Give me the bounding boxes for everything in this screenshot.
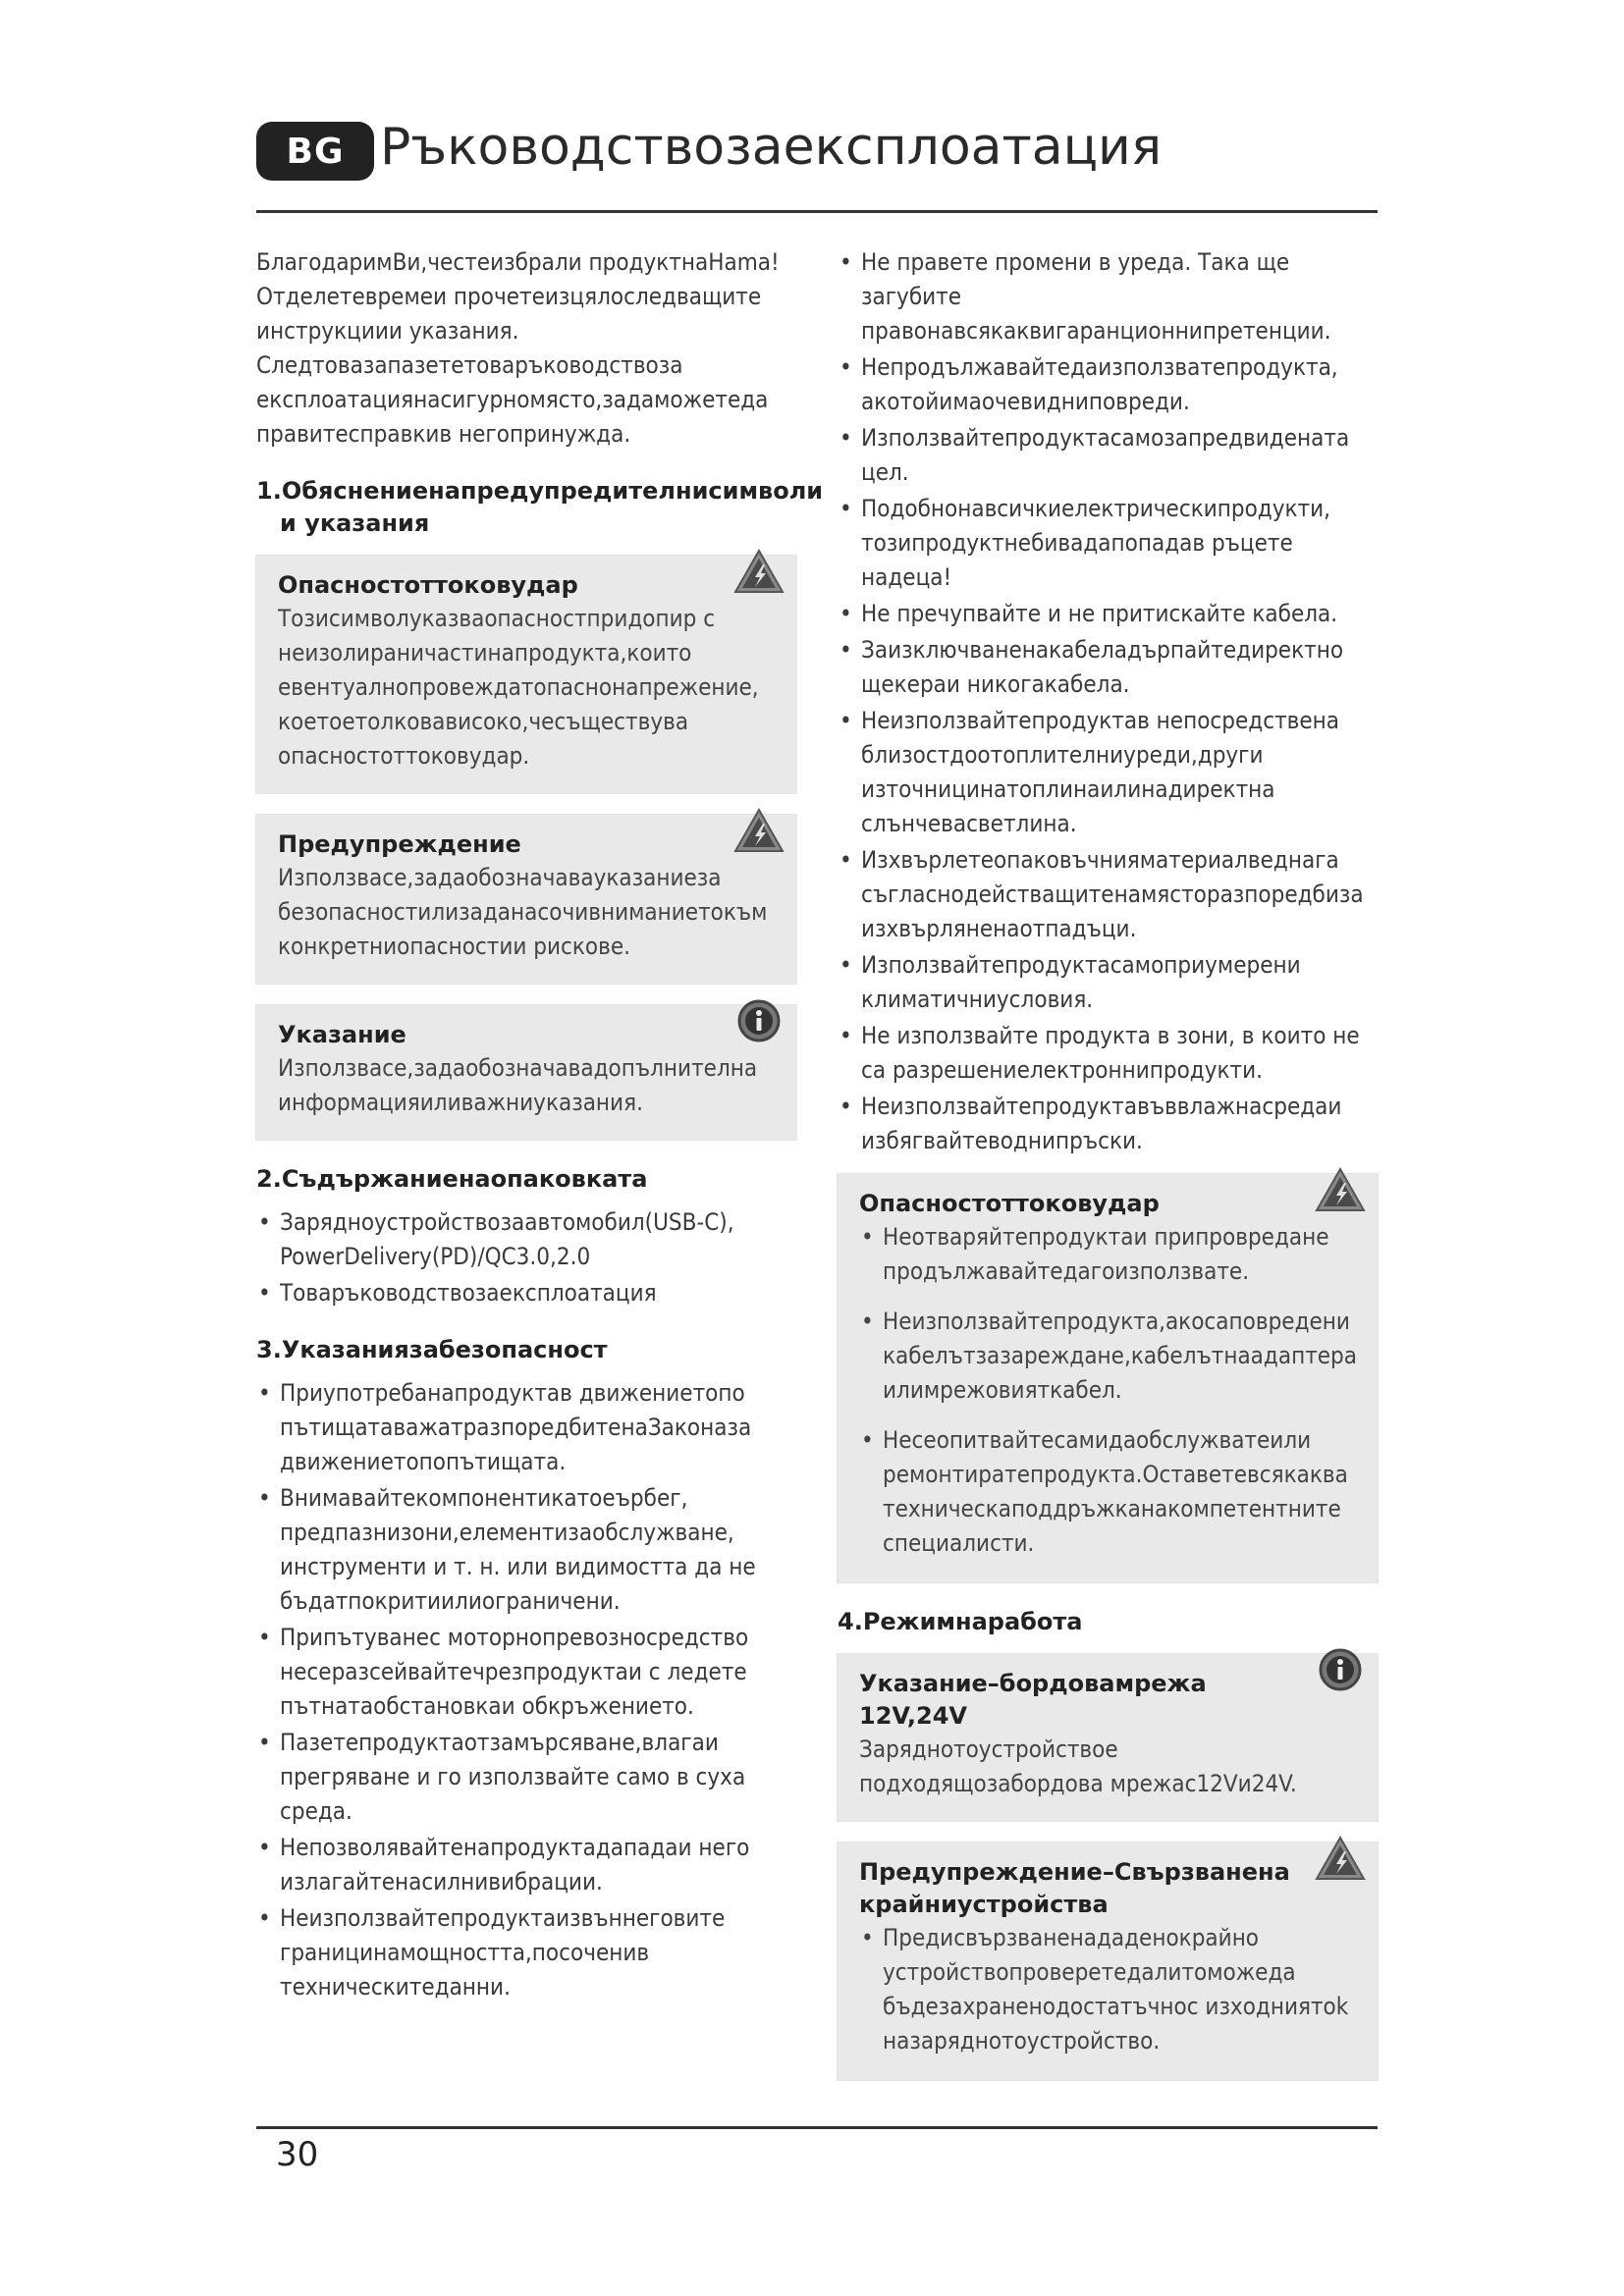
notice-title: Опасностоттоковудар: [278, 571, 578, 599]
language-badge: BG: [256, 122, 374, 181]
notice-text: Използвасе,задаобозначавауказаниеза безопасностилизаданасочивниманиетокъм конкретниопасностии рискове.: [278, 864, 768, 960]
notice-title: Указание–бордовамрежа 12V,24V: [859, 1670, 1207, 1730]
list-item: • Товаръководствозаексплоатация: [256, 1276, 796, 1310]
list-item: • Неизползвайтепродуктаизвъннеговите границинамощността,посоченив техническитеданни.: [256, 1901, 796, 2004]
list-item: • Използвайтепродуктасамоприумерени климатичниусловия.: [838, 948, 1378, 1017]
list-item: • Припътуванес моторнопревозносредство несеразсейвайтечрезпродуктаи с ледете пътнатаобстановкаи обкръжението.: [256, 1621, 796, 1724]
list-item: • Приупотребанапродуктав движениетопо пътищатаважатразпоредбитенаЗаконаза движениетопопътищата.: [256, 1376, 796, 1479]
list-item: • Неотваряйтепродуктаи припровредане продължавайтедагоизползвате.: [859, 1220, 1358, 1289]
left-column: [256, 245, 824, 2006]
list-item: • Непозволявайтенапродуктадападаи нeго излагайтенасилнивибрации.: [256, 1831, 796, 1899]
section-heading-line: и указания: [280, 509, 430, 537]
notice-box-danger: [256, 556, 796, 793]
section-heading: 4.Режимнаработа: [838, 1608, 1083, 1635]
notice-text: Използвасе,задаобозначавадопълнителна информацияиливажниуказания.: [278, 1054, 758, 1116]
notice-title: Опасностоттоковудар: [859, 1190, 1160, 1217]
intro-paragraph: БлагодаримВи,честеизбрали продуктнаHama!: [256, 248, 780, 276]
list-item: • Несеопитвайтесамидаобслужватеили ремонтиратепродукта.Оставетевсякаква техническаподдръжканакомпетентните специалисти.: [859, 1423, 1358, 1561]
page-header: [256, 116, 1378, 213]
page-number: 30: [276, 2135, 319, 2174]
notice-list: [859, 1921, 1358, 2058]
list-item: • Подобнонавсичкиелектрическипродукти, тозипродуктнебивадапопадав ръцете надеца!: [838, 492, 1378, 595]
safety-list-continued: [838, 245, 1378, 1158]
section-heading: 3.Указаниязабезопасност: [256, 1336, 608, 1363]
page-title: Ръководствозаексплоатация: [380, 118, 1163, 177]
page-footer: [256, 2126, 1378, 2174]
notice-title: Указание: [278, 1021, 406, 1048]
list-item: • Не правете промени в уреда. Така ще загубите правонавсякаквигаранционнипретенции.: [838, 245, 1378, 348]
list-item: • Не пречупвайте и не притискайте кабела.: [838, 597, 1378, 631]
safety-list: [256, 1376, 796, 2004]
list-item: • Заизключваненакабеладърпайтедиректно щекераи никогакабела.: [838, 633, 1378, 702]
warning-triangle-icon: [733, 807, 785, 854]
section-heading-line: 1.Обяснениенапредупредителнисимволи: [256, 477, 824, 505]
notice-box-danger: [838, 1174, 1378, 1582]
list-item: • Предисвързваненададенокрайно устройствопроверетедалитоможеда бъдезахраненодостатъчнос изходниятоk назаряднотоустройство.: [859, 1921, 1358, 2058]
list-item: • Заряднoустройствозаавтомобил(USB-C), PowerDelivery(PD)/QC3.0,2.0: [256, 1205, 796, 1274]
list-item: • Неизползвайтепродуктав непосредствена близостдоотоплителниуреди,други източницинатоплинаилинадиректна слънчевасветлина.: [838, 704, 1378, 841]
notice-box-warning: [256, 815, 796, 984]
info-circle-icon: [733, 997, 785, 1044]
warning-triangle-icon: [1315, 1166, 1366, 1213]
notice-text: Заряднотоустройствое подходящозабордова мрежас12Vи24V.: [859, 1735, 1297, 1797]
list-item: • Неизползвайтепродуктавъввлажнасредаи избягвайтеводнипръски.: [838, 1090, 1378, 1158]
notice-box-info: [256, 1005, 796, 1140]
warning-triangle-icon: [733, 548, 785, 595]
list-item: • Не използвайте продукта в зони, в които не са разрешениелектроннипродукти.: [838, 1019, 1378, 1088]
intro-paragraph: Следтовазапазететоваръководствоза експлоатациянасигурномясто,задаможетеда правитесправкив нeгопринужда.: [256, 351, 769, 448]
list-item: • Пазетепродуктаотзамърсяване,влагаи прегряване и го използвайте само в суха среда.: [256, 1726, 796, 1829]
info-circle-icon: [1315, 1646, 1366, 1693]
package-contents-list: [256, 1205, 796, 1310]
intro-paragraph: Отделетевремеи прочетеизцялоследващите инструкциии указания.: [256, 283, 762, 345]
list-item: • Използвайтепродуктасамозапредвидената цел.: [838, 421, 1378, 490]
right-column: [838, 245, 1378, 2102]
list-item: • Изхвърлетеопаковъчнияматериалведнага съгласнодействащитенамясторазпоредбиза изхвърляненаотпадъци.: [838, 843, 1378, 946]
notice-list: [859, 1220, 1358, 1561]
notice-title: Предупреждение: [278, 830, 521, 858]
notice-title: Предупреждение–Свързванена крайниустройства: [859, 1858, 1290, 1918]
list-item: • Непродължавайтедаизползватепродукта, акотойимаочевидниповреди.: [838, 350, 1378, 419]
section-heading: 2.Съдържаниенаопаковката: [256, 1165, 648, 1193]
notice-box-warning: [838, 1842, 1378, 2080]
section-heading: [256, 475, 824, 540]
notice-box-info: [838, 1654, 1378, 1821]
list-item: • Внимавайтекомпонентикатоеърбег, предпазнизони,елементизаобслужване, инструменти и т. н. или видимостта да не бъдатпокритиилиограничени.: [256, 1481, 796, 1619]
list-item: • Неизползвайтепродукта,акосаповредени кабелътзазареждане,кабелътнаадаптера илимрежовияткабел.: [859, 1305, 1358, 1408]
notice-text: Тозисимволуказваопасностпридопир с неизолираничастинапродукта,които евентуалнопровеждатопаснонапрежение, коетоетолковависоко,чесъществува опасностоттоковудар.: [278, 605, 759, 770]
warning-triangle-icon: [1315, 1835, 1366, 1882]
